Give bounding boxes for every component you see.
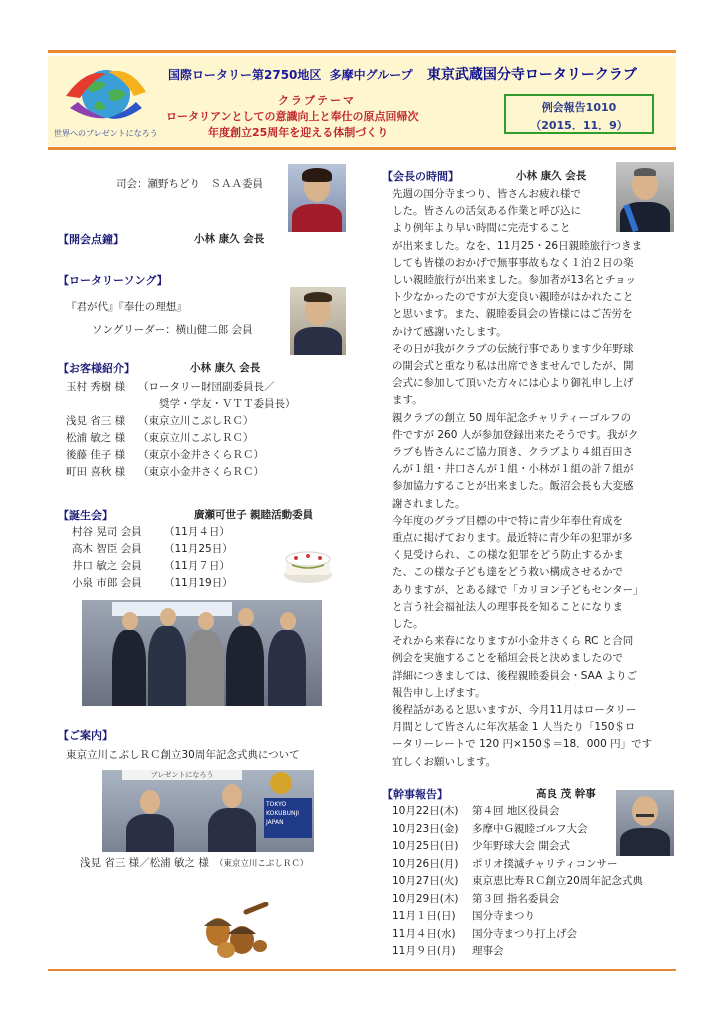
report-date: （2015．11．9） bbox=[530, 119, 628, 132]
secretary-schedule bbox=[392, 803, 682, 961]
header-title-line bbox=[168, 64, 637, 84]
top-rule bbox=[48, 50, 676, 53]
acorn-illustration-icon bbox=[196, 902, 272, 960]
list-item: 村谷 晃司 会員 （11月４日） bbox=[72, 526, 230, 538]
footer-rule bbox=[48, 969, 676, 971]
host-line: 司会：瀬野ちどり ＳＡＡ委員 bbox=[116, 178, 263, 190]
header-bottom-rule bbox=[48, 147, 676, 150]
theme-line-1: ロータリアンとしての意識向上と奉仕の原点回帰次 bbox=[166, 110, 419, 123]
list-item: 11月９日(月) 理事会 bbox=[392, 945, 504, 957]
report-number: 例会報告1010 bbox=[541, 101, 617, 114]
president-person: 小林 康久 会長 bbox=[516, 170, 587, 182]
list-item: 井口 敏之 会員 （11月７日） bbox=[72, 560, 230, 572]
host-photo bbox=[288, 164, 346, 232]
list-item: 奨学・学友・ＶＴＴ委員長） bbox=[138, 398, 296, 410]
theme-label: クラブテーマ bbox=[278, 94, 356, 107]
list-item: 10月26日(月) ポリオ撲滅チャリティコンサー bbox=[392, 857, 618, 870]
notice-title: 【ご案内】 bbox=[58, 729, 113, 742]
opening-bell-title: 【開会点鐘】 bbox=[58, 233, 124, 246]
song-leader-photo bbox=[290, 287, 346, 355]
guests-title: 【お客様紹介】 bbox=[58, 362, 135, 375]
list-item: 11月１日(日) 国分寺まつり bbox=[392, 910, 535, 922]
list-item: 10月22日(木) 第４回 地区役員会 bbox=[392, 805, 560, 817]
list-item: 町田 喜秋 様 （東京小金井さくらＲＣ） bbox=[66, 466, 264, 478]
birthday-list bbox=[72, 524, 272, 592]
list-item: 浅見 省三 様 （東京立川こぶしＲＣ） bbox=[66, 415, 254, 427]
notice-photo bbox=[102, 770, 314, 852]
globe-logo-icon bbox=[56, 62, 156, 126]
list-item: 11月４日(水) 国分寺まつり打上げ会 bbox=[392, 927, 577, 940]
logo-tagline: 世界へのプレゼントになろう bbox=[54, 129, 158, 138]
newsletter-header bbox=[48, 56, 676, 146]
rotary-song-title: 【ロータリーソング】 bbox=[58, 274, 168, 287]
president-speech-part1: 先週の国分寺まつり、皆さんお疲れ様で した。皆さんの活気ある作業と呼び込に より例年より早い時間に完売すること bbox=[392, 188, 581, 235]
guests-person: 小林 康久 会長 bbox=[190, 362, 261, 374]
list-item: 松浦 敏之 様 （東京立川こぶしＲＣ） bbox=[66, 432, 254, 444]
report-number-box bbox=[504, 94, 654, 134]
opening-bell-person: 小林 康久 会長 bbox=[194, 233, 265, 245]
notice-text: 東京立川こぶしＲＣ創立30周年記念式典について bbox=[66, 749, 300, 761]
notice-photo-caption: 浅見 省三 様／松浦 敏之 様 （東京立川こぶしＲＣ） bbox=[80, 857, 309, 869]
birthday-person: 廣瀬可世子 親睦活動委員 bbox=[194, 509, 314, 521]
district-name: 国際ロータリー第2750地区 bbox=[168, 68, 322, 82]
birthday-title: 【誕生会】 bbox=[58, 509, 113, 522]
list-item: 10月25日(日) 少年野球大会 開会式 bbox=[392, 840, 570, 852]
list-item: 後藤 佳子 様 （東京小金井さくらＲＣ） bbox=[66, 449, 264, 461]
theme-line-2: 年度創立25周年を迎える体制づくり bbox=[208, 126, 389, 139]
list-item: 高木 智臣 会員 （11月25日） bbox=[72, 543, 233, 555]
tokyo-sign: TOKYO KOKUBUNJI JAPAN bbox=[264, 798, 312, 838]
secretary-person: 高良 茂 幹事 bbox=[536, 788, 596, 800]
present-banner: プレゼントになろう bbox=[122, 770, 242, 780]
secretary-report-title: 【幹事報告】 bbox=[382, 788, 448, 801]
president-time-title: 【会長の時間】 bbox=[382, 170, 459, 183]
song-leader: ソングリーダー：横山健二郎 会員 bbox=[92, 324, 253, 336]
list-item: 10月27日(火) 東京恵比寿ＲＣ創立20周年記念式典 bbox=[392, 875, 643, 887]
group-name: 多摩中グループ bbox=[329, 68, 413, 82]
song-names: 『君が代』『奉仕の理想』 bbox=[66, 301, 187, 313]
president-speech-part2: が出来ました。なを、11月25・26日親睦旅行つきま しても皆様のおかげで無事事故もなく１泊２日の楽 しい親睦旅行が出来ました。参加者が13名とチョッ ト少なかったのですが大変良い親睦がはかれたこと と思います。また、親睦委員会の皆様にはご苦労を かけて感謝いたします。 その日が我がクラブの伝統行事であります少年野球 の開会式と重なり私は出席できませんでしたが、開 会式に参加して頂いた方々には心より御礼申し上げ ます。 親クラブの創立 50 周年記念チャリティーゴルフの 件ですが 260 人が参加登録出来たそうです。我がク ラブも皆さんにご協力頂き、クラブより４組百田さ んが１組・井口さんが１組・小林が１組の計７組が 参加協力することが出来ました。飯沼会長も大変感 謝されました。 今年度のグラブ目標の中で特に青少年奉仕育成を 重点に掲げております。最近特に青少年の犯罪が多 く見受けられ、この様な犯罪をどう防止するかま た、この様な子ども達をどう救い構成させるかで ありますが、とある縁で「カリヨン子どもセンター」 と言う社会福祉法人の理事長を知ることになりま した。 それから来春になりますが小金井さくら RC と合同 例会を実施することを稲垣会長と決めましたので 詳細につきましては、後程親睦委員会・SAA よりご 報告申し上げます。 後程話があると思いますが、今月11月はロータリー 月間として皆さんに年次基金 1 人当たり「150＄ロ ータリーレートで 120 円×150＄＝18．000 円」です 宜しくお願いします。 bbox=[392, 239, 653, 768]
list-item: 10月29日(木) 第３回 指名委員会 bbox=[392, 892, 560, 905]
list-item: 小泉 市郎 会員 （11月19日） bbox=[72, 577, 233, 589]
birthday-cake-icon bbox=[282, 545, 334, 585]
birthday-group-photo bbox=[82, 600, 322, 706]
list-item: 玉村 秀樹 様 （ロータリー財団副委員長／ bbox=[66, 381, 275, 393]
guest-list bbox=[66, 379, 346, 481]
club-name: 東京武蔵国分寺ロータリークラブ bbox=[426, 67, 637, 83]
president-photo bbox=[616, 162, 674, 232]
list-item: 10月23日(金) 多摩中Ｇ親睦ゴルフ大会 bbox=[392, 822, 588, 835]
